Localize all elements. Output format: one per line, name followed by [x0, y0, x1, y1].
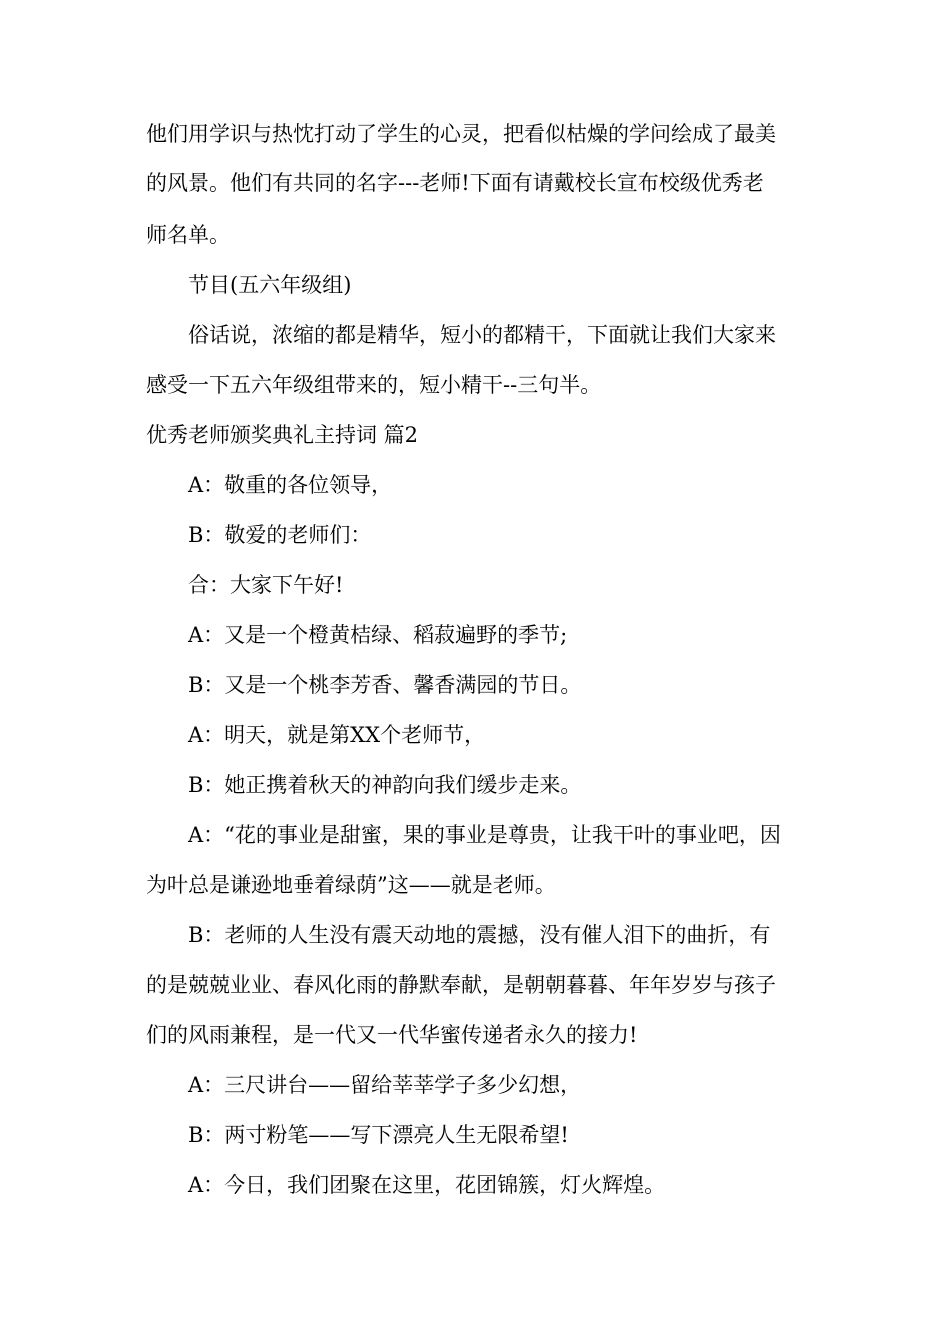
paragraph-line: 的风景。他们有共同的名字---老师!下面有请戴校长宣布校级优秀老	[146, 171, 764, 195]
paragraph-line: A：今日，我们团聚在这里，花团锦簇，灯火辉煌。	[188, 1173, 666, 1197]
paragraph-line: A：又是一个橙黄桔绿、稻菽遍野的季节;	[188, 623, 568, 647]
paragraph-line: 合：大家下午好!	[188, 573, 344, 597]
paragraph-line: 的是兢兢业业、春风化雨的静默奉献，是朝朝暮暮、年年岁岁与孩子	[146, 973, 776, 997]
paragraph-line: B：她正携着秋天的神韵向我们缓步走来。	[188, 773, 582, 797]
paragraph-line: A：明天，就是第XX个老师节，	[188, 723, 486, 747]
paragraph-line: 俗话说，浓缩的都是精华，短小的都精干，下面就让我们大家来	[188, 323, 776, 347]
paragraph-line: A：三尺讲台——留给莘莘学子多少幻想，	[188, 1073, 582, 1097]
paragraph-line: B：两寸粉笔——写下漂亮人生无限希望!	[188, 1123, 569, 1147]
paragraph-line: 节目(五六年级组)	[188, 273, 352, 297]
paragraph-line: B：又是一个桃李芳香、馨香满园的节日。	[188, 673, 582, 697]
paragraph-line: B：老师的人生没有震天动地的震撼，没有催人泪下的曲折，有	[188, 923, 771, 947]
paragraph-line: 师名单。	[146, 223, 230, 247]
paragraph-line: 为叶总是谦逊地垂着绿荫”这——就是老师。	[146, 873, 556, 897]
paragraph-line: B：敬爱的老师们：	[188, 523, 372, 547]
section-heading: 优秀老师颁奖典礼主持词 篇2	[146, 423, 419, 447]
paragraph-line: 他们用学识与热忱打动了学生的心灵，把看似枯燥的学问绘成了最美	[146, 122, 776, 146]
paragraph-line: 感受一下五六年级组带来的，短小精干--三句半。	[146, 373, 602, 397]
paragraph-line: A：敬重的各位领导，	[188, 473, 393, 497]
paragraph-line: 们的风雨兼程，是一代又一代华蜜传递者永久的接力!	[146, 1023, 638, 1047]
paragraph-line: A：“花的事业是甜蜜，果的事业是尊贵，让我干叶的事业吧，因	[188, 823, 781, 847]
